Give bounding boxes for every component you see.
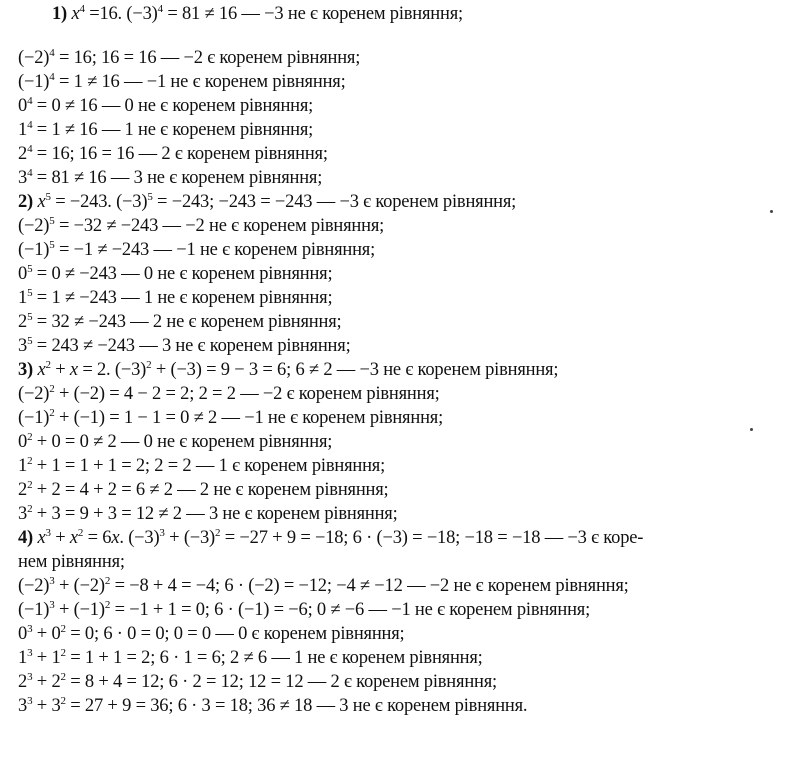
text-line: $1^3 + 1^2 = 1 + 1 = 2$; 6 · 1 = 6; 2 ≠ 6 — 1 не є коренем рівняння; [18, 647, 483, 668]
text-line: $1^2 + 1 = 1 + 1 = 2$; 2 = 2 — 1 є коренем рівняння; [18, 455, 386, 476]
text-line: $(-2)^4 = 16$; 16 = 16 — −2 є коренем рівняння; [18, 47, 361, 68]
text-line: $(-1)^3 + (-1)^2 = -1 + 1 = 0$; 6 · (−1) = −6; 0 ≠ −6 — −1 не є коренем рівняння; [18, 599, 591, 620]
text-line: $0^5 = 0 \ne -243$ — 0 не є коренем рівняння; [18, 263, 333, 284]
text-line: 1) $x^4 =16$. $(-3)^4 = 81 \ne 16$ — −3 не є коренем рівняння; [52, 3, 463, 24]
scan-speck [770, 210, 773, 213]
text-line: нем рівняння; [18, 552, 125, 572]
text-line: $3^3 + 3^2 = 27 + 9 = 36$; 6 · 3 = 18; 36 ≠ 18 — 3 не є коренем рівняння. [18, 695, 528, 716]
text-line: $3^5 = 243 \ne -243$ — 3 не є коренем рівняння; [18, 335, 351, 356]
text-line: $(-2)^2 + (-2) = 4 - 2 = 2$; 2 = 2 — −2 є коренем рівняння; [18, 383, 440, 404]
text-line: $2^2 + 2 = 4 + 2 = 6 \ne 2$ — 2 не є коренем рівняння; [18, 479, 389, 500]
text-line: 3) $x^2 + x = 2$. $(-3)^2 + (-3) = 9 - 3 = 6$; 6 ≠ 2 — −3 не є коренем рівняння; [18, 359, 559, 380]
text-line: $(-1)^2 + (-1) = 1 - 1 = 0 \ne 2$ — −1 не є коренем рівняння; [18, 407, 444, 428]
text-line: $1^5 = 1 \ne -243$ — 1 не є коренем рівняння; [18, 287, 333, 308]
text-line: 2) $x^5 = -243$. $(-3)^5 = -243$; −243 = −243 — −3 є коренем рівняння; [18, 191, 517, 212]
text-line: $2^4 = 16$; 16 = 16 — 2 є коренем рівняння; [18, 143, 328, 164]
text-line: $(-1)^4 = 1 \ne 16$ — −1 не є коренем рівняння; [18, 71, 346, 92]
text-line: $1^4 = 1 \ne 16$ — 1 не є коренем рівняння; [18, 119, 314, 140]
text-line: $(-2)^5 = -32 \ne -243$ — −2 не є коренем рівняння; [18, 215, 385, 236]
text-line: $0^2 + 0 = 0 \ne 2$ — 0 не є коренем рівняння; [18, 431, 333, 452]
text-line: $3^4 = 81 \ne 16$ — 3 не є коренем рівняння; [18, 167, 323, 188]
text-line: 4) $x^3 + x^2 = 6x$. $(-3)^3 + (-3)^2 = -27 + 9 = -18$; 6 · (−3) = −18; −18 = −18 — −3 є коре- [18, 527, 644, 548]
text-line: $2^5 = 32 \ne -243$ — 2 не є коренем рівняння; [18, 311, 342, 332]
text-line: $3^2 + 3 = 9 + 3 = 12 \ne 2$ — 3 не є коренем рівняння; [18, 503, 398, 524]
scan-speck [750, 428, 753, 431]
text-line: $0^4 = 0 \ne 16$ — 0 не є коренем рівняння; [18, 95, 314, 116]
text-line: $0^3 + 0^2 = 0$; 6 · 0 = 0; 0 = 0 — 0 є коренем рівняння; [18, 623, 405, 644]
text-line: $(-2)^3 + (-2)^2 = -8 + 4 = -4$; 6 · (−2) = −12; −4 ≠ −12 — −2 не є коренем рівняння; [18, 575, 629, 596]
text-line: $2^3 + 2^2 = 8 + 4 = 12$; 6 · 2 = 12; 12 = 12 — 2 є коренем рівняння; [18, 671, 497, 692]
text-line: $(-1)^5 = -1 \ne -243$ — −1 не є коренем рівняння; [18, 239, 376, 260]
